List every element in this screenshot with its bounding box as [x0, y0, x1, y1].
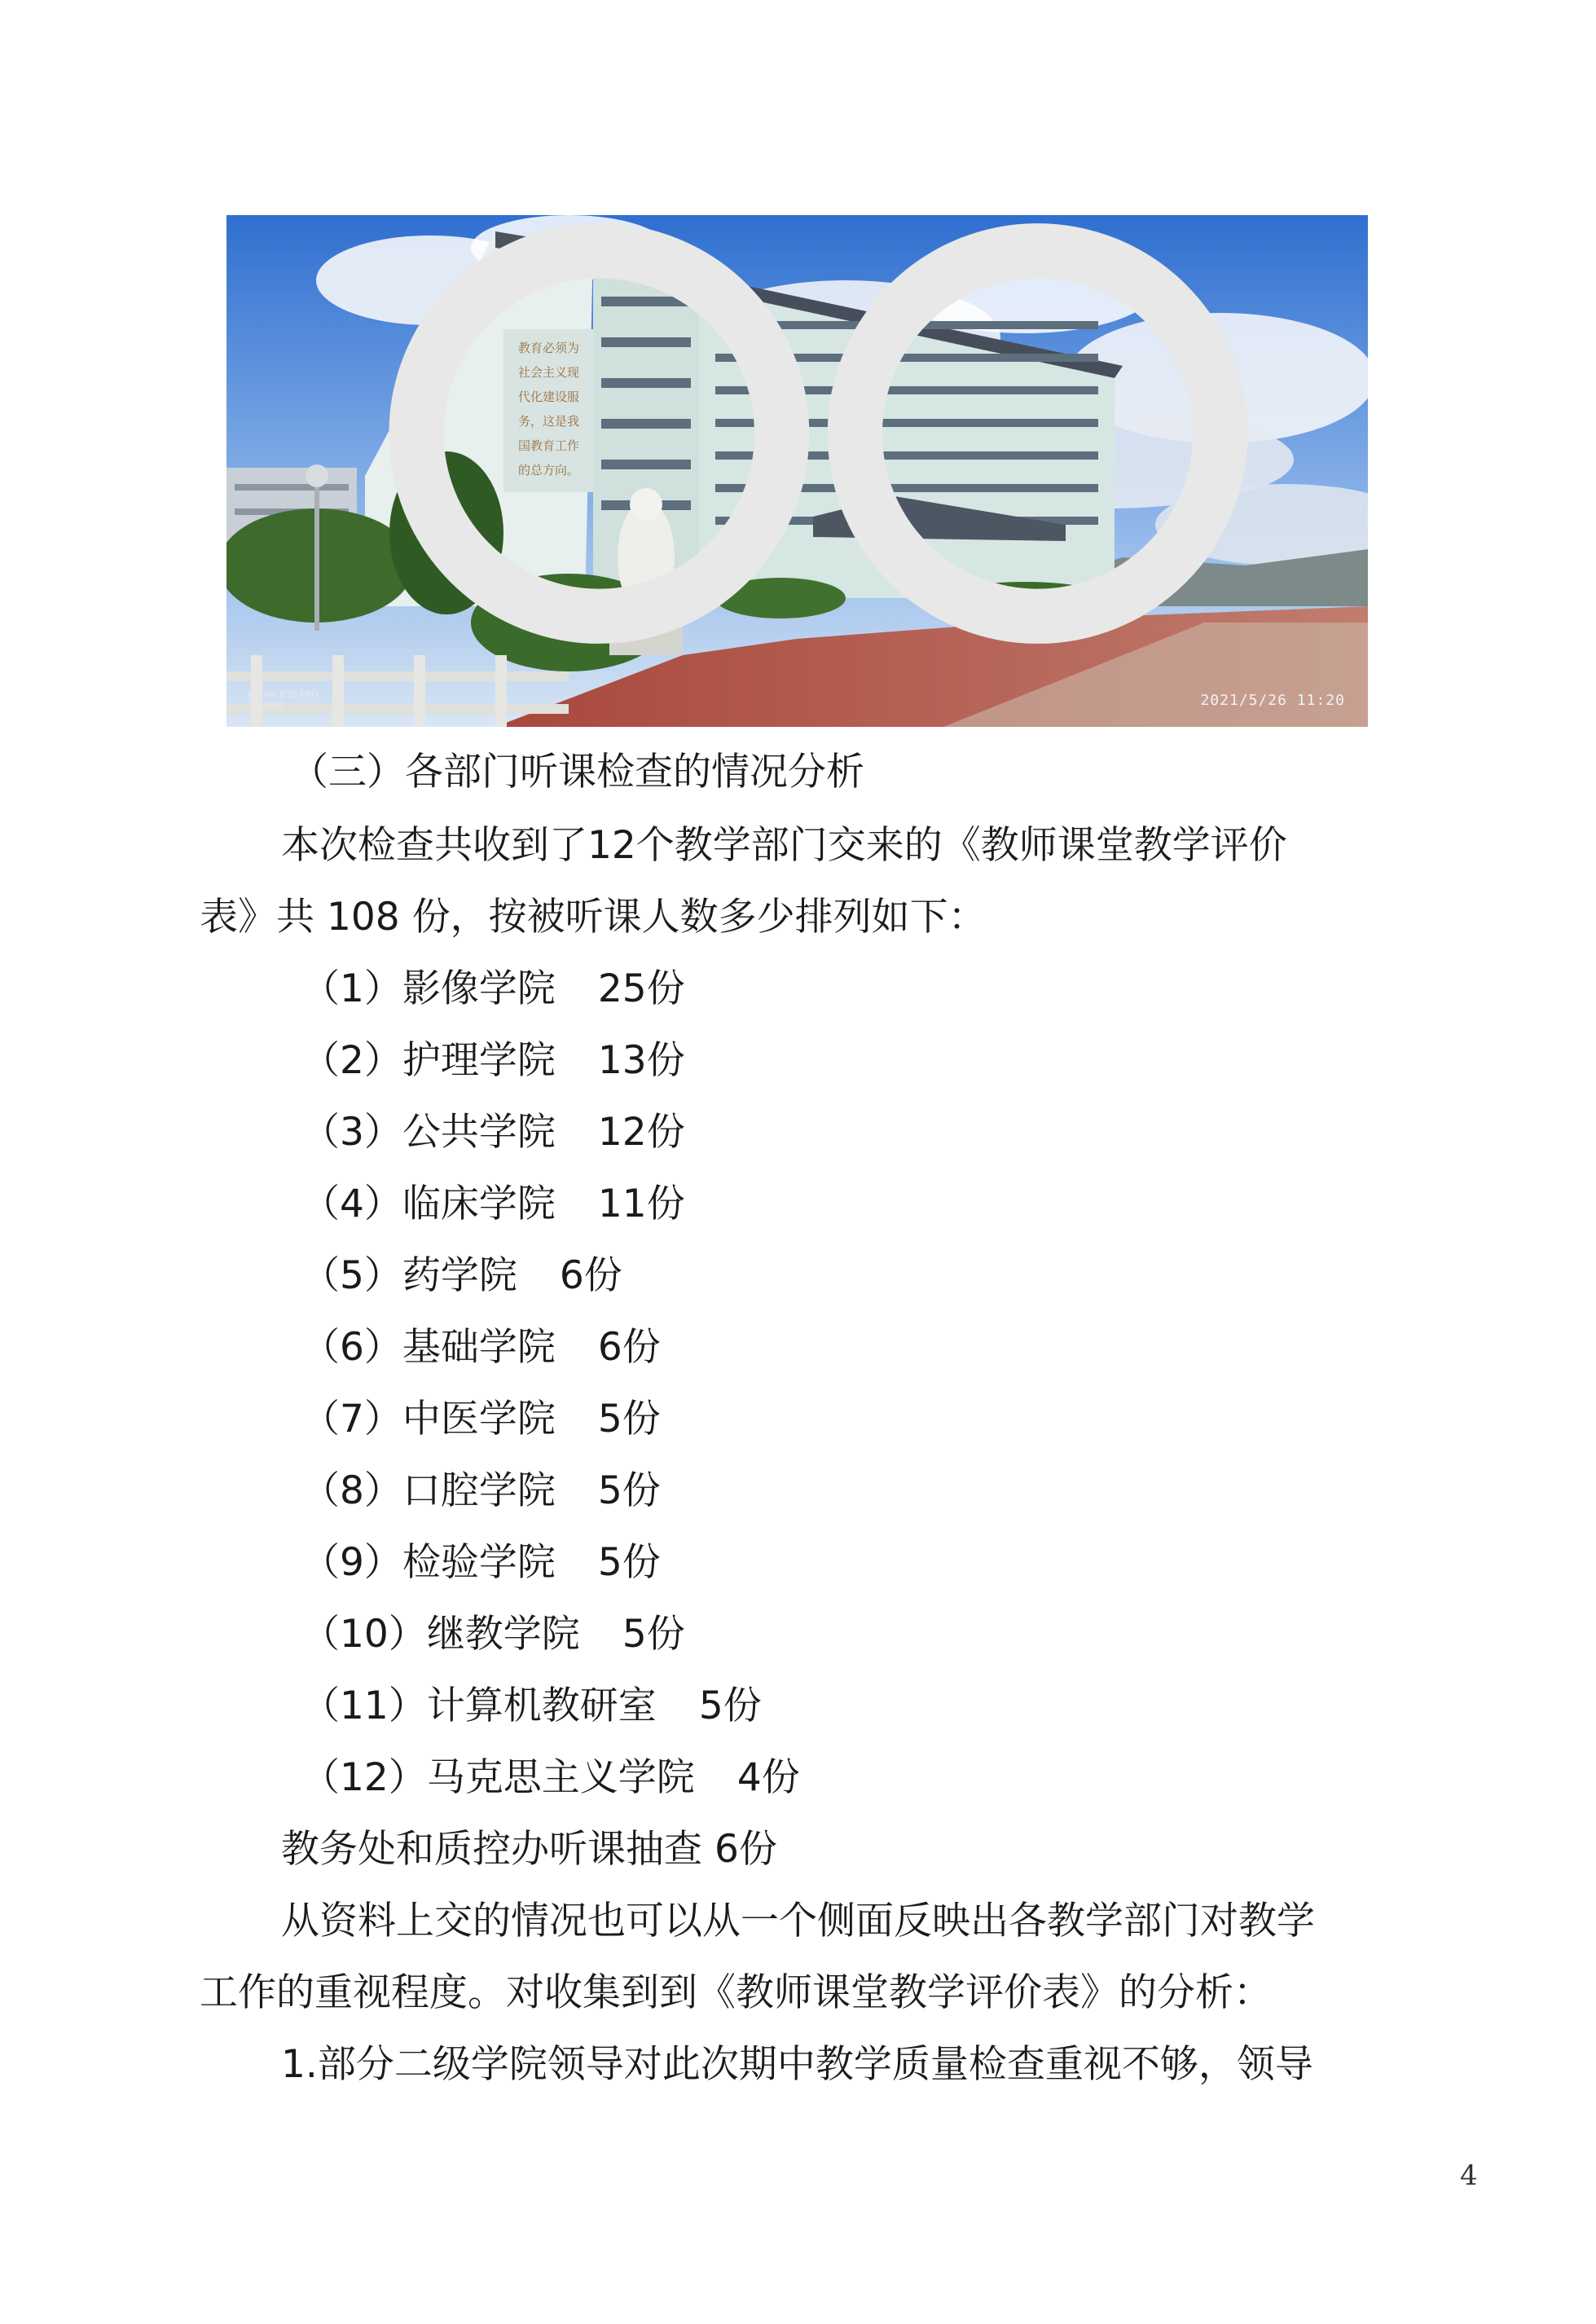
department-name: 基础学院	[402, 1325, 556, 1370]
department-index: （4）	[301, 1182, 402, 1226]
department-count: 6份	[559, 1253, 622, 1298]
department-row	[301, 1682, 762, 1731]
department-name: 临床学院	[402, 1182, 556, 1226]
department-name: 口腔学院	[402, 1468, 556, 1513]
building-sign-text: 的总方向。	[518, 463, 580, 478]
department-index: （3）	[301, 1110, 402, 1155]
intro-line-1: 本次检查共收到了12个教学部门交来的《教师课堂教学评价	[281, 823, 1287, 868]
building-sign-text: 国教育工作	[518, 438, 580, 453]
department-name: 继教学院	[426, 1612, 580, 1657]
department-count: 12份	[597, 1110, 685, 1155]
building-sign-text: 代化建设服	[518, 390, 580, 404]
department-name: 药学院	[402, 1253, 517, 1298]
department-row	[301, 1323, 661, 1372]
campus-photo	[226, 215, 1368, 727]
department-count: 5份	[622, 1612, 685, 1657]
department-row	[301, 1037, 685, 1085]
section-title: （三）各部门听课检查的情况分析	[290, 750, 864, 794]
department-row	[301, 965, 685, 1014]
department-index: （8）	[301, 1468, 402, 1513]
department-row	[301, 1252, 622, 1301]
department-index: （5）	[301, 1253, 402, 1298]
department-count: 4份	[736, 1755, 800, 1800]
department-row	[301, 1538, 661, 1587]
department-name: 检验学院	[402, 1540, 556, 1585]
department-name: 影像学院	[402, 966, 556, 1011]
department-count: 5份	[698, 1684, 762, 1728]
department-row	[301, 1610, 685, 1659]
department-row	[301, 1395, 661, 1444]
department-index: （2）	[301, 1038, 402, 1083]
department-index: （1）	[301, 966, 402, 1011]
watermark-caption: 水中朗诵	[248, 700, 284, 711]
department-name: 公共学院	[402, 1110, 556, 1155]
photo-timestamp: 2021/5/26 11:20	[1200, 692, 1345, 709]
department-row	[301, 1754, 800, 1802]
department-name: 马克思主义学院	[426, 1755, 695, 1800]
department-count: 5份	[597, 1397, 661, 1441]
spot-check-line: 教务处和质控办听课抽查 6份	[281, 1827, 777, 1872]
department-count: 5份	[597, 1468, 661, 1513]
point-1-line: 1.部分二级学院领导对此次期中教学质量检查重视不够，领导	[281, 2042, 1313, 2087]
camera-logo-icon	[248, 215, 1368, 689]
department-count: 13份	[597, 1038, 685, 1083]
department-count: 6份	[597, 1325, 661, 1370]
department-row	[301, 1180, 685, 1229]
building-sign-text: 教育必须为	[518, 341, 580, 355]
intro-line-2: 表》共 108 份，按被听课人数多少排列如下：	[200, 895, 987, 940]
department-count: 25份	[597, 966, 685, 1011]
department-index: （6）	[301, 1325, 402, 1370]
analysis-line-1: 从资料上交的情况也可以从一个侧面反映出各教学部门对教学	[281, 1899, 1315, 1943]
department-count: 5份	[597, 1540, 661, 1585]
department-index: （9）	[301, 1540, 402, 1585]
department-index: （11）	[301, 1684, 427, 1728]
department-index: （7）	[301, 1397, 402, 1441]
department-count: 11份	[597, 1182, 685, 1226]
camera-watermark	[248, 215, 1368, 711]
watermark-model: REDMI K30 PRO	[248, 689, 319, 700]
department-index: （10）	[301, 1612, 427, 1657]
building-sign-text: 务，这是我	[518, 414, 580, 429]
page-number: 4	[1460, 2159, 1478, 2192]
analysis-line-2: 工作的重视程度。对收集到到《教师课堂教学评价表》的分析：	[200, 1970, 1272, 2015]
department-name: 护理学院	[402, 1038, 556, 1083]
department-row	[301, 1467, 661, 1516]
department-index: （12）	[301, 1755, 427, 1800]
department-row	[301, 1108, 685, 1157]
building-sign-text: 社会主义现	[518, 365, 580, 380]
department-name: 中医学院	[402, 1397, 556, 1441]
department-name: 计算机教研室	[426, 1684, 657, 1728]
